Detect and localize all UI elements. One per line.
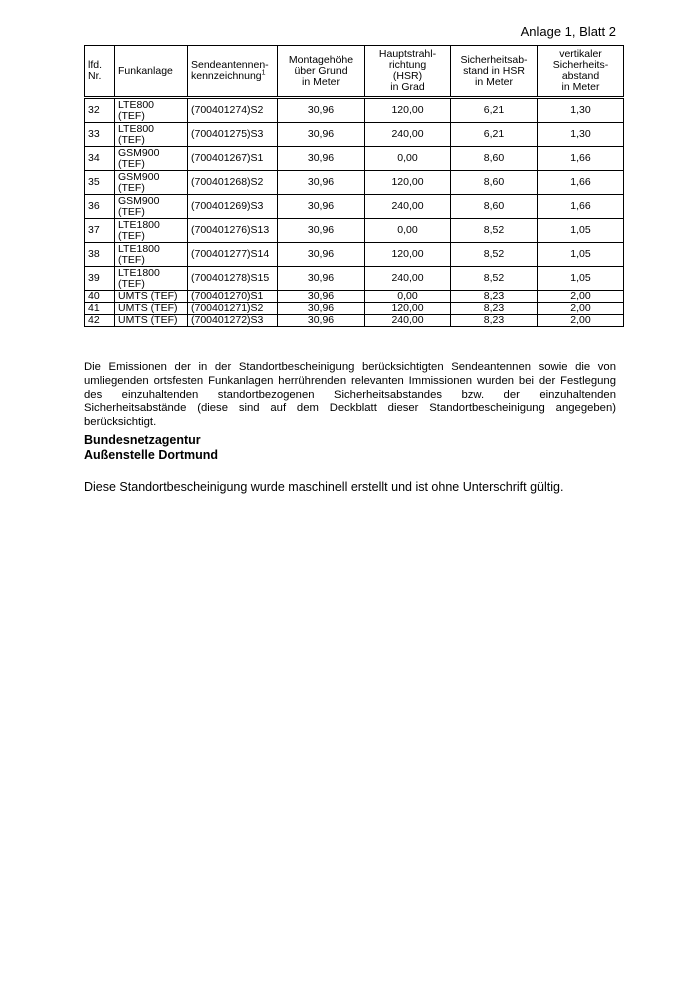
cell-funkanlage: LTE1800 (TEF) — [115, 219, 188, 243]
cell-hoehe: 30,96 — [278, 315, 365, 327]
emissions-paragraph: Die Emissionen der in der Standortbescheinigung berücksichtigten Sendeantennen sowie die von umliegenden ortsfesten Funkanlagen herrührenden relevanten Immissionen wurden bei der Festlegung des einzuhaltenden standortbezogenen Sicherheitsabstandes bzw. der einzuhaltenden Sicherheitsabstände (diese sind auf dem Deckblatt dieser Standortbescheinigung angegeben) berücksichtigt. — [84, 361, 616, 429]
cell-hoehe: 30,96 — [278, 98, 365, 123]
cell-hoehe: 30,96 — [278, 219, 365, 243]
cell-funkanlage: GSM900 (TEF) — [115, 171, 188, 195]
cell-nr: 36 — [85, 195, 115, 219]
cell-vertikal: 2,00 — [538, 303, 624, 315]
cell-hsr: 120,00 — [365, 243, 451, 267]
cell-funkanlage: UMTS (TEF) — [115, 315, 188, 327]
cell-abstand: 8,23 — [451, 303, 538, 315]
footnote-mark: 1 — [261, 69, 266, 77]
table-row — [85, 171, 624, 195]
cell-kennzeichnung: (700401276)S13 — [188, 219, 278, 243]
cell-vertikal: 1,66 — [538, 195, 624, 219]
sheet-label: Anlage 1, Blatt 2 — [520, 24, 616, 39]
table-row — [85, 243, 624, 267]
cell-nr: 41 — [85, 303, 115, 315]
cell-vertikal: 1,66 — [538, 147, 624, 171]
cell-hsr: 120,00 — [365, 98, 451, 123]
cell-abstand: 8,60 — [451, 195, 538, 219]
cell-funkanlage: GSM900 (TEF) — [115, 195, 188, 219]
cell-nr: 38 — [85, 243, 115, 267]
table-row — [85, 195, 624, 219]
authority-name: Bundesnetzagentur — [84, 433, 201, 447]
cell-vertikal: 1,05 — [538, 219, 624, 243]
cell-abstand: 6,21 — [451, 98, 538, 123]
authority-block — [84, 433, 218, 463]
cell-abstand: 8,52 — [451, 219, 538, 243]
cell-kennzeichnung: (700401269)S3 — [188, 195, 278, 219]
cell-funkanlage: GSM900 (TEF) — [115, 147, 188, 171]
cell-kennzeichnung: (700401278)S15 — [188, 267, 278, 291]
cell-hsr: 240,00 — [365, 267, 451, 291]
cell-hoehe: 30,96 — [278, 123, 365, 147]
table-row — [85, 147, 624, 171]
header-vertikal: vertikaler Sicherheits- abstand in Meter — [538, 46, 624, 98]
cell-nr: 32 — [85, 98, 115, 123]
header-hsr: Hauptstrahl- richtung (HSR) in Grad — [365, 46, 451, 98]
cell-nr: 34 — [85, 147, 115, 171]
table-row — [85, 315, 624, 327]
cell-funkanlage: LTE1800 (TEF) — [115, 243, 188, 267]
cell-abstand: 8,60 — [451, 171, 538, 195]
cell-kennzeichnung: (700401275)S3 — [188, 123, 278, 147]
authority-office: Außenstelle Dortmund — [84, 448, 219, 462]
cell-hoehe: 30,96 — [278, 291, 365, 303]
cell-funkanlage: LTE800 (TEF) — [115, 98, 188, 123]
cell-funkanlage: LTE1800 (TEF) — [115, 267, 188, 291]
cell-abstand: 8,52 — [451, 243, 538, 267]
cell-vertikal: 1,05 — [538, 267, 624, 291]
table-row — [85, 303, 624, 315]
header-nr: lfd. Nr. — [85, 46, 115, 98]
cell-hsr: 120,00 — [365, 303, 451, 315]
cell-kennzeichnung: (700401274)S2 — [188, 98, 278, 123]
cell-nr: 39 — [85, 267, 115, 291]
cell-nr: 40 — [85, 291, 115, 303]
cell-hsr: 240,00 — [365, 123, 451, 147]
cell-abstand: 6,21 — [451, 123, 538, 147]
cell-vertikal: 1,66 — [538, 171, 624, 195]
cell-hoehe: 30,96 — [278, 303, 365, 315]
table-row — [85, 219, 624, 243]
cell-hsr: 0,00 — [365, 291, 451, 303]
cell-hsr: 240,00 — [365, 315, 451, 327]
cell-hoehe: 30,96 — [278, 147, 365, 171]
cell-nr: 35 — [85, 171, 115, 195]
cell-hsr: 0,00 — [365, 219, 451, 243]
cell-abstand: 8,52 — [451, 267, 538, 291]
header-kennzeichnung: Sendeantennen- kennzeichnung$^1$ — [188, 46, 278, 98]
header-funkanlage: Funkanlage — [115, 46, 188, 98]
cell-funkanlage: UMTS (TEF) — [115, 291, 188, 303]
cell-hsr: 240,00 — [365, 195, 451, 219]
cell-nr: 42 — [85, 315, 115, 327]
antenna-table — [84, 45, 624, 327]
cell-abstand: 8,23 — [451, 291, 538, 303]
cell-hoehe: 30,96 — [278, 195, 365, 219]
cell-abstand: 8,23 — [451, 315, 538, 327]
header-sicherheitsabstand: Sicherheitsab- stand in HSR in Meter — [451, 46, 538, 98]
cell-kennzeichnung: (700401271)S2 — [188, 303, 278, 315]
cell-vertikal: 2,00 — [538, 315, 624, 327]
cell-kennzeichnung: (700401277)S14 — [188, 243, 278, 267]
cell-vertikal: 1,30 — [538, 98, 624, 123]
table-header-row — [85, 46, 624, 98]
table-row — [85, 123, 624, 147]
table-row — [85, 267, 624, 291]
header-montagehoehe: Montagehöhe über Grund in Meter — [278, 46, 365, 98]
table-row — [85, 98, 624, 123]
cell-hsr: 0,00 — [365, 147, 451, 171]
cell-hsr: 120,00 — [365, 171, 451, 195]
cell-hoehe: 30,96 — [278, 171, 365, 195]
cell-kennzeichnung: (700401267)S1 — [188, 147, 278, 171]
cell-hoehe: 30,96 — [278, 267, 365, 291]
cell-kennzeichnung: (700401270)S1 — [188, 291, 278, 303]
cell-nr: 37 — [85, 219, 115, 243]
cell-vertikal: 1,30 — [538, 123, 624, 147]
cell-vertikal: 2,00 — [538, 291, 624, 303]
cell-abstand: 8,60 — [451, 147, 538, 171]
table-row — [85, 291, 624, 303]
cell-kennzeichnung: (700401272)S3 — [188, 315, 278, 327]
cell-nr: 33 — [85, 123, 115, 147]
validity-note: Diese Standortbescheinigung wurde maschinell erstellt und ist ohne Unterschrift gültig. — [84, 480, 564, 494]
cell-vertikal: 1,05 — [538, 243, 624, 267]
cell-kennzeichnung: (700401268)S2 — [188, 171, 278, 195]
cell-funkanlage: UMTS (TEF) — [115, 303, 188, 315]
cell-hoehe: 30,96 — [278, 243, 365, 267]
cell-funkanlage: LTE800 (TEF) — [115, 123, 188, 147]
